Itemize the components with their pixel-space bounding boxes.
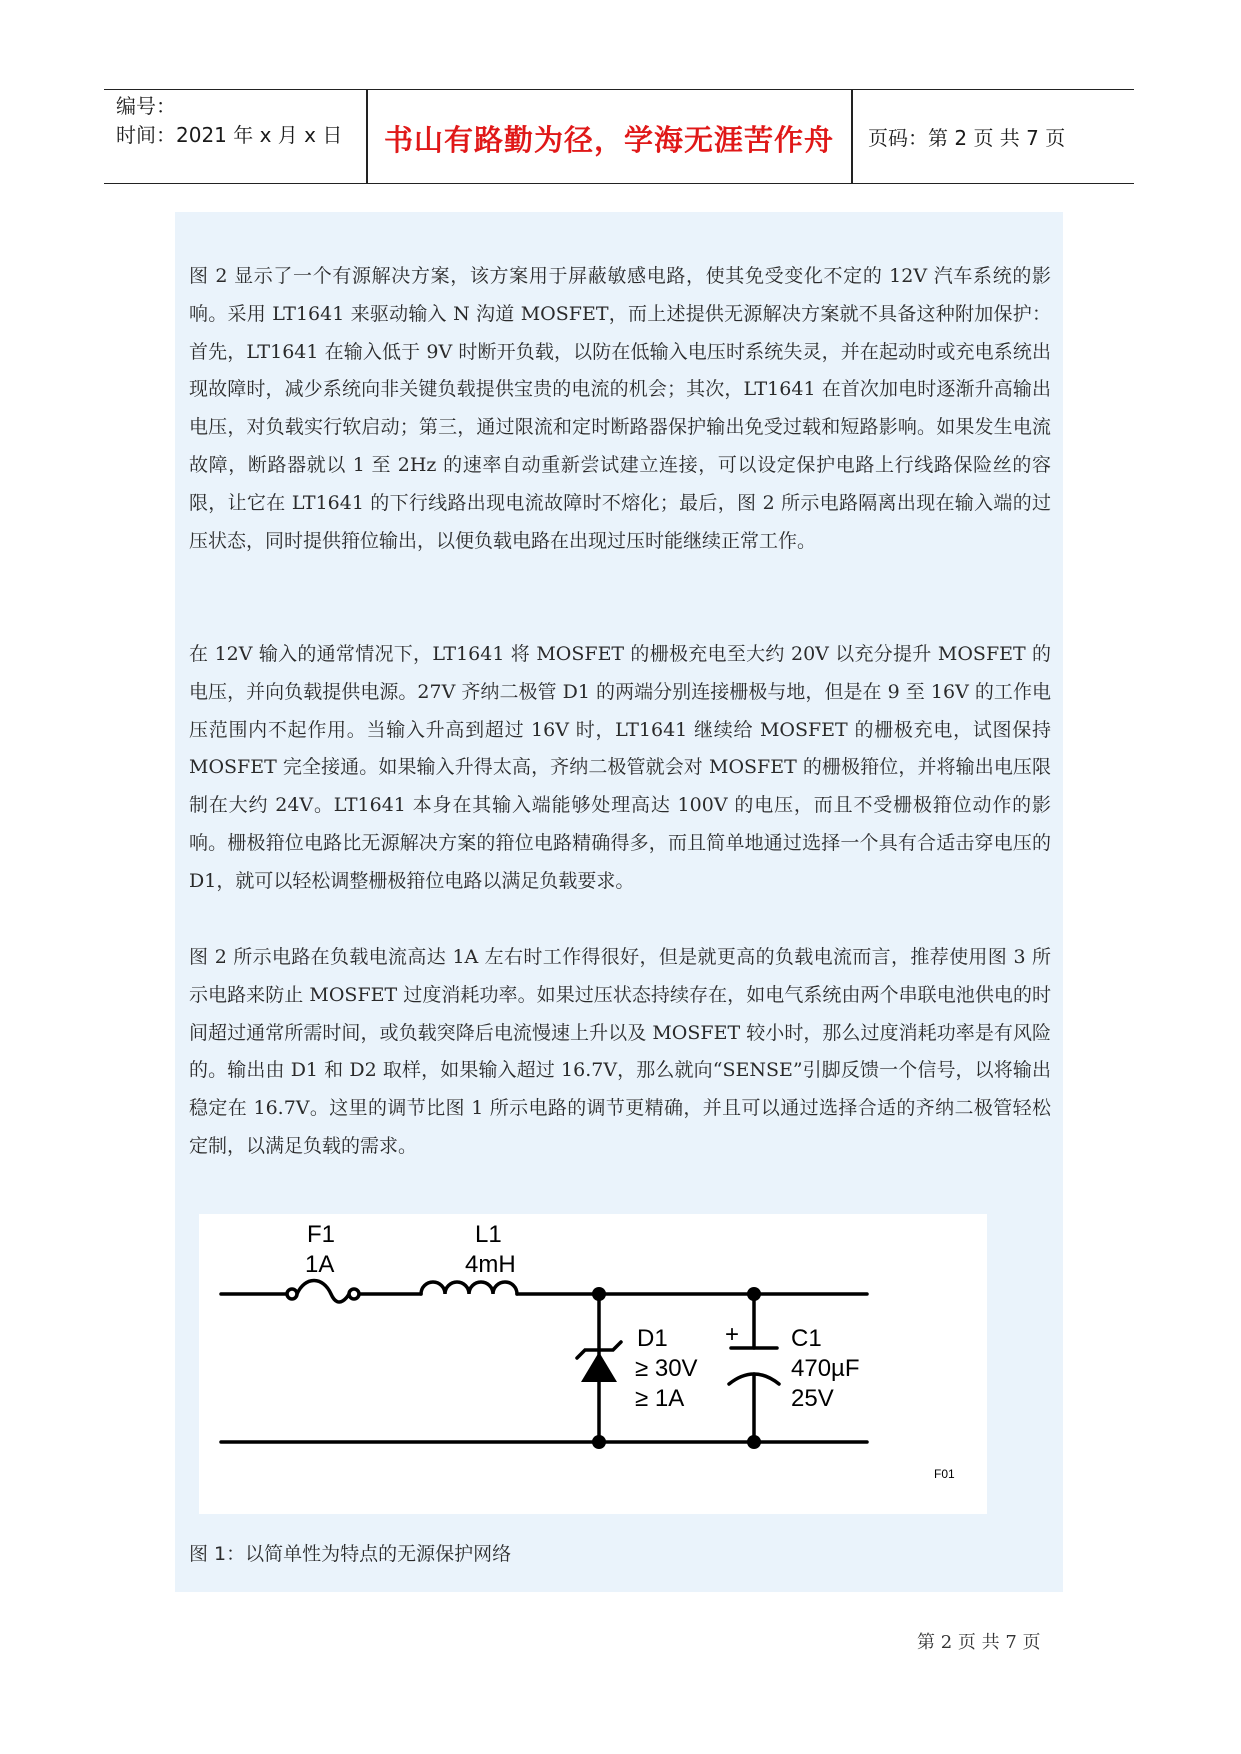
diode-symbol — [581, 1352, 617, 1382]
cap-polarity-label: + — [725, 1321, 740, 1348]
junction-dot — [592, 1435, 606, 1449]
circuit-figure — [199, 1214, 987, 1514]
figure-caption: 图 1：以简单性为特点的无源保护网络 — [189, 1543, 512, 1565]
inductor-value-label: 4mH — [465, 1251, 516, 1278]
inductor-name-label: L1 — [475, 1221, 502, 1248]
header-divider-right — [851, 90, 853, 183]
fuse-name-label: F1 — [307, 1221, 336, 1248]
cap-voltage-label: 25V — [791, 1385, 834, 1412]
header-motto: 书山有路勤为径，学海无涯苦作舟 — [383, 123, 834, 157]
fuse-symbol — [297, 1281, 349, 1303]
circuit-diagram — [199, 1214, 987, 1514]
serial-label: 编号： — [116, 94, 176, 118]
cap-name-label: C1 — [791, 1325, 822, 1352]
page-footer: 第 2 页 共 7 页 — [917, 1632, 1041, 1653]
header-page-code: 页码：第 2 页 共 7 页 — [868, 126, 1066, 150]
inductor-symbol — [421, 1282, 517, 1294]
diode-current-label: ≥ 1A — [635, 1385, 685, 1412]
fuse-value-label: 1A — [305, 1251, 335, 1278]
page-header — [104, 89, 1134, 184]
junction-dot — [747, 1435, 761, 1449]
paragraph-3: 图 2 所示电路在负载电流高达 1A 左右时工作得很好，但是就更高的负载电流而言，推荐使用图 3 所示电路来防止 MOSFET 过度消耗功率。如果过压状态持续存在，如电气系统由两个串联电池供电的时间超过通常所需时间，或负载突降后电流慢速上升以及 MOSFET 较小时，那么过度消耗功率是有风险的。输出由 D1 和 D2 取样，如果输入超过 16.7V，那么就向“SENSE”引脚反馈一个信号，以将输出稳定在 16.7V。这里的调节比图 1 所示电路的调节更精确，并且可以通过选择合适的齐纳二极管轻松定制，以满足负载的需求。 — [189, 946, 1051, 1157]
paragraph-1: 图 2 显示了一个有源解决方案，该方案用于屏蔽敏感电路，使其免受变化不定的 12V 汽车系统的影响。采用 LT1641 来驱动输入 N 沟道 MOSFET，而上述提供无源解决方案就不具备这种附加保护：首先，LT1641 在输入低于 9V 时断开负载，以防在低输入电压时系统失灵，并在起动时或充电系统出现故障时，减少系统向非关键负载提供宝贵的电流的机会；其次，LT1641 在首次加电时逐渐升高输出电压，对负载实行软启动；第三，通过限流和定时断路器保护输出免受过载和短路影响。如果发生电流故障，断路器就以 1 至 2Hz 的速率自动重新尝试建立连接，可以设定保护电路上行线路保险丝的容限，让它在 LT1641 的下行线路出现电流故障时不熔化；最后，图 2 所示电路隔离出现在输入端的过压状态，同时提供箝位输出，以便负载电路在出现过压时能继续正常工作。 — [189, 265, 1051, 552]
junction-dot — [592, 1287, 606, 1301]
cap-value-label: 470µF — [791, 1355, 860, 1382]
diode-voltage-label: ≥ 30V — [635, 1355, 698, 1382]
junction-dot — [747, 1287, 761, 1301]
diode-name-label: D1 — [637, 1325, 668, 1352]
paragraph-2: 在 12V 输入的通常情况下，LT1641 将 MOSFET 的栅极充电至大约 20V 以充分提升 MOSFET 的电压，并向负载提供电源。27V 齐纳二极管 D1 的两端分别连接栅极与地，但是在 9 至 16V 的工作电压范围内不起作用。当输入升高到超过 16V 时，LT1641 继续给 MOSFET 的栅极充电，试图保持 MOSFET 完全接通。如果输入升得太高，齐纳二极管就会对 MOSFET 的栅极箝位，并将输出电压限制在大约 24V。LT1641 本身在其输入端能够处理高达 100V 的电压，而且不受栅极箝位动作的影响。栅极箝位电路比无源解决方案的箝位电路精确得多，而且简单地通过选择一个具有合适击穿电压的 D1，就可以轻松调整栅极箝位电路以满足负载要求。 — [189, 643, 1051, 892]
time-label: 时间：2021 年 x 月 x 日 — [116, 123, 343, 147]
figure-id-label: F01 — [934, 1467, 955, 1481]
header-meta — [116, 92, 366, 150]
article-content — [175, 212, 1063, 1592]
